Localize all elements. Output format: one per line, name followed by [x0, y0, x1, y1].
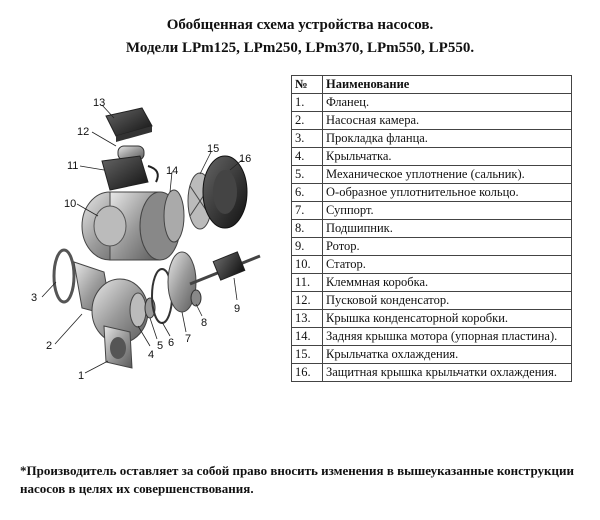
- flange-part: [104, 326, 132, 368]
- flange-gasket-part: [54, 250, 74, 302]
- table-row: [292, 94, 572, 112]
- table-row: [292, 310, 572, 328]
- row-num: 1.: [292, 94, 323, 112]
- bearing-part: [191, 290, 201, 306]
- row-num: 15.: [292, 346, 323, 364]
- callout-11: 11: [67, 160, 79, 172]
- fan-guard-part: [203, 156, 247, 228]
- table-row: [292, 202, 572, 220]
- row-name: Пусковой конденсатор.: [323, 292, 572, 310]
- table-row: [292, 364, 572, 382]
- callout-8: 8: [201, 317, 208, 329]
- row-name: Прокладка фланца.: [323, 130, 572, 148]
- callout-4: 4: [148, 349, 155, 361]
- row-name: Насосная камера.: [323, 112, 572, 130]
- table-row: [292, 346, 572, 364]
- callout-6: 6: [168, 337, 175, 349]
- row-num: 13.: [292, 310, 323, 328]
- row-num: 5.: [292, 166, 323, 184]
- callout-7: 7: [185, 333, 192, 345]
- table-row: [292, 256, 572, 274]
- row-num: 7.: [292, 202, 323, 220]
- table-row: [292, 130, 572, 148]
- callout-12: 12: [77, 126, 90, 138]
- row-num: 3.: [292, 130, 323, 148]
- exploded-pump-diagram: [20, 86, 282, 406]
- terminal-box-part: [102, 156, 158, 190]
- callout-1: 1: [78, 370, 85, 382]
- row-name: Крыльчатка охлаждения.: [323, 346, 572, 364]
- table-header-row: [292, 76, 572, 94]
- disclaimer-note: *Производитель оставляет за собой право вносить изменения в вышеуказанные конструкции насосов в целях их совершенствования.: [20, 463, 574, 496]
- row-num: 11.: [292, 274, 323, 292]
- row-name: Фланец.: [323, 94, 572, 112]
- table-row: [292, 292, 572, 310]
- callout-10: 10: [64, 198, 77, 210]
- header-name: Наименование: [323, 76, 572, 94]
- rear-cover-part: [164, 190, 184, 242]
- row-name: Статор.: [323, 256, 572, 274]
- callout-14: 14: [166, 165, 179, 177]
- row-name: Крыльчатка.: [323, 148, 572, 166]
- row-num: 10.: [292, 256, 323, 274]
- rotor-part: [190, 252, 260, 284]
- header-num: №: [292, 76, 323, 94]
- row-num: 4.: [292, 148, 323, 166]
- callout-13: 13: [93, 97, 106, 109]
- callout-15: 15: [207, 143, 220, 155]
- row-num: 2.: [292, 112, 323, 130]
- callout-3: 3: [31, 292, 38, 304]
- row-name: О-образное уплотнительное кольцо.: [323, 184, 572, 202]
- row-name: Подшипник.: [323, 220, 572, 238]
- table-row: [292, 274, 572, 292]
- row-num: 6.: [292, 184, 323, 202]
- table-row: [292, 238, 572, 256]
- title-line-1: Обобщенная схема устройства насосов.: [166, 17, 434, 33]
- row-name: Механическое уплотнение (сальник).: [323, 166, 572, 184]
- row-name: Суппорт.: [323, 202, 572, 220]
- callout-5: 5: [157, 340, 164, 352]
- table-row: [292, 112, 572, 130]
- row-name: Клеммная коробка.: [323, 274, 572, 292]
- row-name: Крышка конденсаторной коробки.: [323, 310, 572, 328]
- row-num: 12.: [292, 292, 323, 310]
- callout-16: 16: [239, 153, 252, 165]
- capacitor-cover-part: [106, 108, 152, 142]
- callout-9: 9: [234, 303, 241, 315]
- table-row: [292, 184, 572, 202]
- row-name: Ротор.: [323, 238, 572, 256]
- callout-2: 2: [46, 340, 53, 352]
- title-line-2: Модели LPm125, LPm250, LPm370, LPm550, LP550.: [125, 40, 475, 56]
- table-row: [292, 166, 572, 184]
- row-num: 14.: [292, 328, 323, 346]
- row-num: 9.: [292, 238, 323, 256]
- row-num: 8.: [292, 220, 323, 238]
- table-row: [292, 220, 572, 238]
- row-name: Задняя крышка мотора (упорная пластина).: [323, 328, 572, 346]
- impeller-part: [130, 293, 146, 327]
- table-row: [292, 148, 572, 166]
- parts-table: [291, 75, 572, 382]
- row-name: Защитная крышка крыльчатки охлаждения.: [323, 364, 572, 382]
- row-num: 16.: [292, 364, 323, 382]
- table-row: [292, 328, 572, 346]
